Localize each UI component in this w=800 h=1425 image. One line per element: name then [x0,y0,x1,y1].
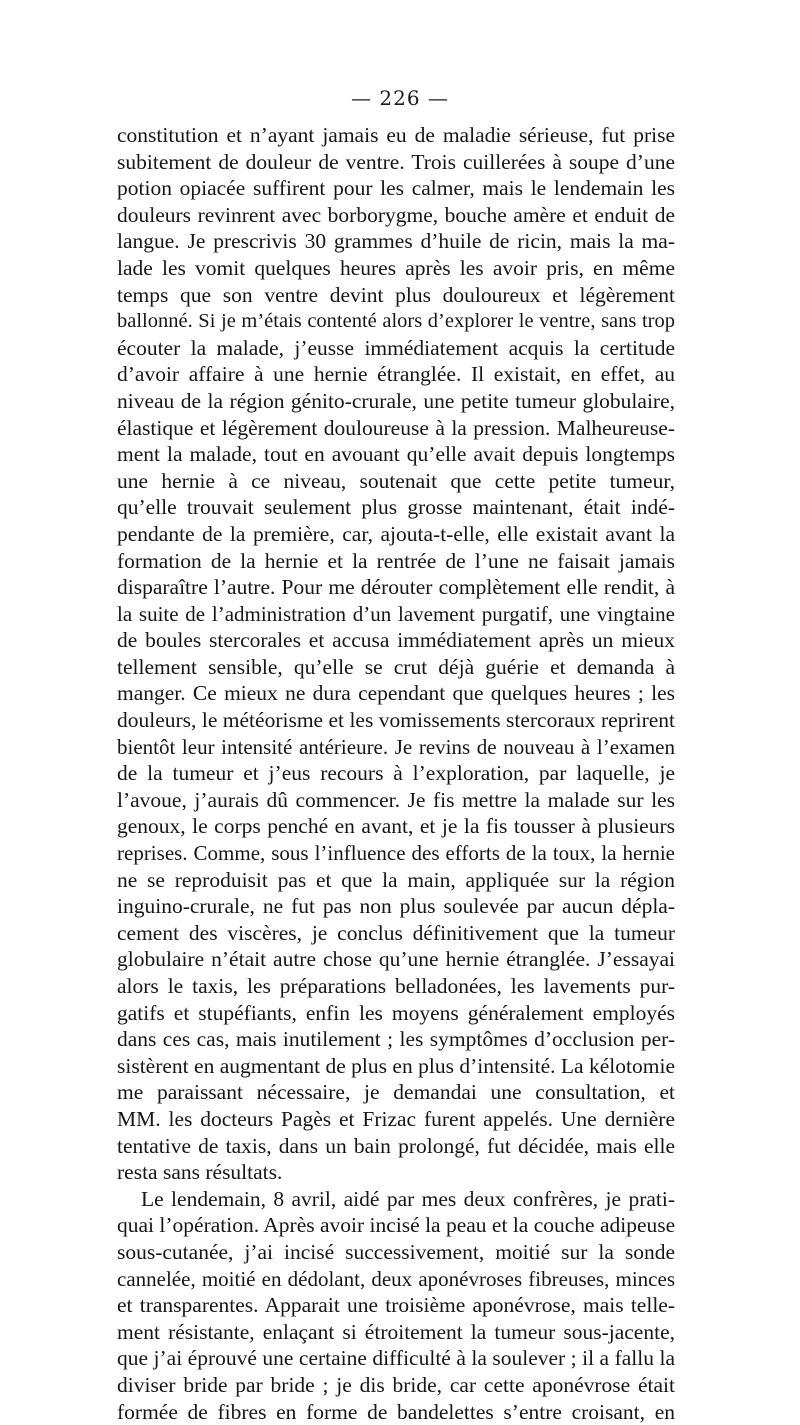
text-line: une hernie à ce niveau, soutenait que cette petite tumeur, [117,468,675,495]
text-line: niveau de la région génito-crurale, une petite tumeur globulaire, [117,388,675,415]
text-line: de boules stercorales et accusa immédiatement après un mieux [117,627,675,654]
text-line: qu’elle trouvait seulement plus grosse maintenant, était indé- [117,494,675,521]
text-line: écouter la malade, j’eusse immédiatement acquis la certitude [117,335,675,362]
text-line: inguino-crurale, ne fut pas non plus soulevée par aucun dépla- [117,893,675,920]
text-line: quai l’opération. Après avoir incisé la peau et la couche adipeuse [117,1212,675,1239]
text-line: diviser bride par bride ; je dis bride, car cette aponévrose était [117,1372,675,1399]
text-line: me paraissant nécessaire, je demandai une consultation, et [117,1079,675,1106]
text-line: de la tumeur et j’eus recours à l’exploration, par laquelle, je [117,760,675,787]
text-line: alors le taxis, les préparations belladonées, les lavements pur- [117,973,675,1000]
text-line: temps que son ventre devint plus douloureux et légèrement [117,282,675,309]
text-line: ballonné. Si je m’étais contenté alors d’explorer le ventre, sans trop [117,308,675,335]
text-line: douleurs, le météorisme et les vomissements stercoraux reprirent [117,707,675,734]
text-line: globulaire n’était autre chose qu’une hernie étranglée. J’essayai [117,946,675,973]
text-line: pendante de la première, car, ajouta-t-elle, elle existait avant la [117,521,675,548]
text-line: cannelée, moitié en dédolant, deux aponévroses fibreuses, minces [117,1266,675,1293]
text-line: genoux, le corps penché en avant, et je la fis tousser à plusieurs [117,813,675,840]
text-line: constitution et n’ayant jamais eu de maladie sérieuse, fut prise [117,122,675,149]
text-line: ment la malade, tout en avouant qu’elle avait depuis longtemps [117,441,675,468]
page-number: — 226 — [0,86,800,110]
text-line: subitement de douleur de ventre. Trois cuillerées à soupe d’une [117,149,675,176]
text-line: dans ces cas, mais inutilement ; les symptômes d’occlusion per- [117,1026,675,1053]
text-line: manger. Ce mieux ne dura cependant que quelques heures ; les [117,680,675,707]
text-line: douleurs revinrent avec borborygme, bouche amère et enduit de [117,202,675,229]
text-line: bientôt leur intensité antérieure. Je revins de nouveau à l’examen [117,734,675,761]
text-line: gatifs et stupéfiants, enfin les moyens généralement employés [117,1000,675,1027]
text-line: langue. Je prescrivis 30 grammes d’huile de ricin, mais la ma- [117,228,675,255]
text-line: sous-cutanée, j’ai incisé successivement, moitié sur la sonde [117,1239,675,1266]
text-line: ment résistante, enlaçant si étroitement la tumeur sous-jacente, [117,1319,675,1346]
body-text [117,122,675,1425]
text-line: resta sans résultats. [117,1159,675,1186]
text-line: ne se reproduisit pas et que la main, appliquée sur la région [117,867,675,894]
text-line: lade les vomit quelques heures après les avoir pris, en même [117,255,675,282]
text-line: que j’ai éprouvé une certaine difficulté à la soulever ; il a fallu la [117,1345,675,1372]
text-line: disparaître l’autre. Pour me dérouter complètement elle rendit, à [117,574,675,601]
text-line: potion opiacée suffirent pour les calmer, mais le lendemain les [117,175,675,202]
text-line: cement des viscères, je conclus définitivement que la tumeur [117,920,675,947]
text-line: formation de la hernie et la rentrée de l’une ne faisait jamais [117,548,675,575]
text-line: l’avoue, j’aurais dû commencer. Je fis mettre la malade sur les [117,787,675,814]
text-line: la suite de l’administration d’un lavement purgatif, une vingtaine [117,601,675,628]
text-line: sistèrent en augmentant de plus en plus d’intensité. La kélotomie [117,1053,675,1080]
text-line: tellement sensible, qu’elle se crut déjà guérie et demanda à [117,654,675,681]
text-line: tentative de taxis, dans un bain prolongé, fut décidée, mais elle [117,1133,675,1160]
text-line: Le lendemain, 8 avril, aidé par mes deux confrères, je prati- [117,1186,675,1213]
text-line: reprises. Comme, sous l’influence des efforts de la toux, la hernie [117,840,675,867]
text-line: formée de fibres en forme de bandelettes s’entre croisant, en [117,1399,675,1425]
text-line: et transparentes. Apparait une troisième aponévrose, mais telle- [117,1292,675,1319]
text-line: MM. les docteurs Pagès et Frizac furent appelés. Une dernière [117,1106,675,1133]
text-line: d’avoir affaire à une hernie étranglée. Il existait, en effet, au [117,361,675,388]
text-line: élastique et légèrement douloureuse à la pression. Malheureuse- [117,415,675,442]
